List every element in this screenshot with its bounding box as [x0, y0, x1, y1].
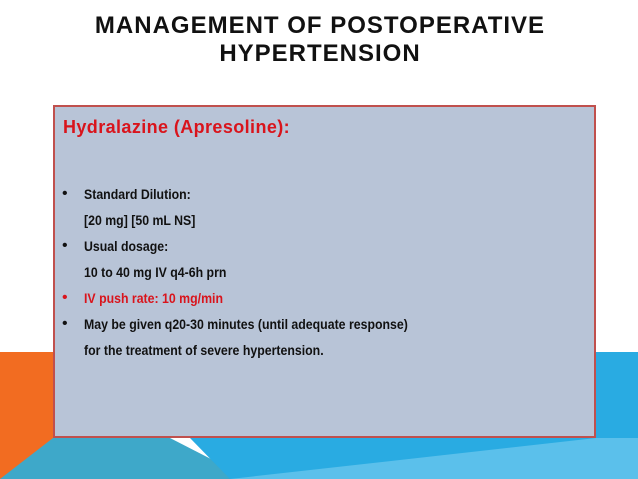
bullet-list	[55, 181, 590, 363]
bullet-glyph: •	[62, 315, 68, 332]
bullet-q20-30-minutes	[55, 311, 590, 363]
bullet-subtext: [20 mg] [50 mL NS]	[84, 212, 196, 228]
bullet-glyph: •	[62, 185, 68, 202]
drug-heading: Hydralazine (Apresoline):	[63, 117, 291, 137]
bullet-subtext: 10 to 40 mg IV q4-6h prn	[84, 264, 227, 280]
title-line-1: MANAGEMENT OF POSTOPERATIVE	[94, 12, 546, 39]
title-line-2: HYPERTENSION	[219, 40, 421, 67]
bullet-usual-dosage	[55, 233, 590, 285]
content-box	[53, 105, 596, 438]
bullet-glyph: •	[62, 237, 68, 254]
bullet-iv-push-rate	[55, 285, 590, 311]
bullet-text: Usual dosage:	[84, 238, 169, 254]
bullet-text: May be given q20-30 minutes (until adequate response)	[84, 316, 408, 332]
bullet-text: Standard Dilution:	[84, 186, 191, 202]
bullet-text: IV push rate: 10 mg/min	[84, 290, 223, 306]
bullet-glyph: •	[62, 289, 68, 306]
bullet-subtext: for the treatment of severe hypertension.	[84, 342, 324, 358]
bullet-standard-dilution	[55, 181, 590, 233]
slide-title	[60, 12, 580, 68]
